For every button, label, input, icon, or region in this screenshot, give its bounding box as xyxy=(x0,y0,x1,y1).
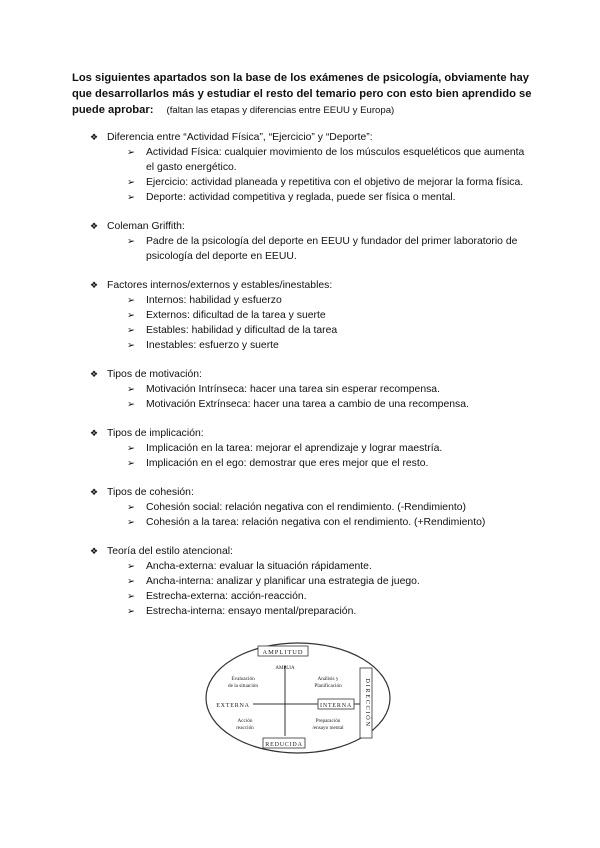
list-item-text: Estrecha-externa: acción-reacción. xyxy=(146,591,307,602)
diamond-bullet-icon: ❖ xyxy=(90,221,99,231)
arrow-bullet-icon: ➢ xyxy=(127,606,136,617)
quadrant-bottom-right-line1: Preparación xyxy=(315,718,341,724)
quadrant-bottom-left-line1: Acción xyxy=(237,718,253,724)
list-item xyxy=(127,308,530,323)
list-item-text: Padre de la psicología del deporte en EEUU y fundador del primer laboratorio de psicología del deporte en EEUU. xyxy=(146,236,518,262)
topic-list xyxy=(90,130,530,633)
section-heading xyxy=(90,278,530,293)
intro-paragraph xyxy=(72,70,542,119)
arrow-bullet-icon: ➢ xyxy=(127,177,136,188)
quadrant-top-right-line1: Análisis y xyxy=(317,676,339,682)
diamond-bullet-icon: ❖ xyxy=(90,280,99,290)
section-heading xyxy=(90,544,530,559)
section-title: Tipos de motivación: xyxy=(107,369,202,380)
section-heading xyxy=(90,219,530,234)
quadrant-top-left-line1: Evaluación xyxy=(231,676,255,682)
quadrant-top-left-line2: de la situación xyxy=(228,683,258,689)
arrow-bullet-icon: ➢ xyxy=(127,502,136,513)
arrow-bullet-icon: ➢ xyxy=(127,147,136,158)
list-item xyxy=(127,323,530,338)
topic-section xyxy=(90,278,530,353)
section-items xyxy=(127,500,530,530)
intro-note: (faltan las etapas y diferencias entre EEUU y Europa) xyxy=(166,105,395,116)
list-item-text: Deporte: actividad competitiva y reglada, puede ser física o mental. xyxy=(146,192,456,203)
arrow-bullet-icon: ➢ xyxy=(127,295,136,306)
list-item xyxy=(127,145,530,175)
section-title: Tipos de cohesión: xyxy=(107,487,194,498)
list-item xyxy=(127,175,530,190)
arrow-bullet-icon: ➢ xyxy=(127,458,136,469)
list-item-text: Inestables: esfuerzo y suerte xyxy=(146,340,279,351)
list-item-text: Implicación en el ego: demostrar que eres mejor que el resto. xyxy=(146,458,429,469)
section-heading xyxy=(90,426,530,441)
list-item xyxy=(127,456,530,471)
list-item xyxy=(127,589,530,604)
list-item xyxy=(127,190,530,205)
list-item xyxy=(127,397,530,412)
topic-section xyxy=(90,367,530,412)
quadrant-bottom-right-line2: /ensayo mental xyxy=(312,725,344,731)
section-title: Tipos de implicación: xyxy=(107,428,204,439)
section-heading xyxy=(90,367,530,382)
list-item-text: Motivación Intrínseca: hacer una tarea sin esperar recompensa. xyxy=(146,384,440,395)
attentional-style-diagram xyxy=(203,640,393,755)
list-item xyxy=(127,441,530,456)
diamond-bullet-icon: ❖ xyxy=(90,132,99,142)
list-item-text: Implicación en la tarea: mejorar el aprendizaje y lograr maestría. xyxy=(146,443,443,454)
section-items xyxy=(127,441,530,471)
list-item xyxy=(127,559,530,574)
externa-label: EXTERNA xyxy=(216,703,250,709)
diamond-bullet-icon: ❖ xyxy=(90,369,99,379)
reducida-label: REDUCIDA xyxy=(265,742,303,748)
arrow-bullet-icon: ➢ xyxy=(127,517,136,528)
section-heading xyxy=(90,130,530,145)
list-item xyxy=(127,293,530,308)
list-item xyxy=(127,500,530,515)
direccion-label: DIRECCIÓN xyxy=(364,678,371,728)
section-title: Teoría del estilo atencional: xyxy=(107,546,233,557)
list-item xyxy=(127,515,530,530)
list-item-text: Cohesión a la tarea: relación negativa con el rendimiento. (+Rendimiento) xyxy=(146,517,486,528)
interna-label: INTERNA xyxy=(320,703,352,709)
arrow-bullet-icon: ➢ xyxy=(127,310,136,321)
arrow-bullet-icon: ➢ xyxy=(127,236,136,247)
section-items xyxy=(127,145,530,205)
section-title: Coleman Griffith: xyxy=(107,221,185,232)
list-item xyxy=(127,234,530,264)
amplia-label: AMPLIA xyxy=(275,666,295,671)
list-item-text: Externos: dificultad de la tarea y suerte xyxy=(146,310,326,321)
arrow-bullet-icon: ➢ xyxy=(127,384,136,395)
list-item-text: Cohesión social: relación negativa con el rendimiento. (-Rendimiento) xyxy=(146,502,466,513)
intro-bold-text: Los siguientes apartados son la base de los exámenes de psicología, obviamente hay que desarrollarlos más y estudiar el resto del temario pero con esto bien aprendido se puede aprobar: xyxy=(72,72,532,116)
section-items xyxy=(127,382,530,412)
section-items xyxy=(127,559,530,619)
list-item-text: Internos: habilidad y esfuerzo xyxy=(146,295,282,306)
arrow-bullet-icon: ➢ xyxy=(127,325,136,336)
topic-section xyxy=(90,426,530,471)
list-item-text: Estrecha-interna: ensayo mental/preparación. xyxy=(146,606,357,617)
list-item xyxy=(127,382,530,397)
topic-section xyxy=(90,130,530,205)
arrow-bullet-icon: ➢ xyxy=(127,591,136,602)
list-item-text: Ejercicio: actividad planeada y repetitiva con el objetivo de mejorar la forma física. xyxy=(146,177,524,188)
list-item-text: Motivación Extrínseca: hacer una tarea a cambio de una recompensa. xyxy=(146,399,469,410)
topic-section xyxy=(90,544,530,619)
quadrant-top-right-line2: Planificación xyxy=(314,683,342,689)
arrow-bullet-icon: ➢ xyxy=(127,340,136,351)
section-heading xyxy=(90,485,530,500)
arrow-bullet-icon: ➢ xyxy=(127,399,136,410)
list-item-text: Ancha-externa: evaluar la situación rápidamente. xyxy=(146,561,372,572)
section-title: Factores internos/externos y estables/inestables: xyxy=(107,280,333,291)
arrow-bullet-icon: ➢ xyxy=(127,192,136,203)
quadrant-bottom-left-line2: reacción xyxy=(236,725,254,731)
section-items xyxy=(127,293,530,353)
list-item-text: Actividad Física: cualquier movimiento de los músculos esqueléticos que aumenta el gasto energético. xyxy=(146,147,525,173)
list-item xyxy=(127,574,530,589)
topic-section xyxy=(90,219,530,264)
list-item xyxy=(127,604,530,619)
section-items xyxy=(127,234,530,264)
section-title: Diferencia entre “Actividad Física”, “Ejercicio” y “Deporte”: xyxy=(107,132,373,143)
list-item-text: Ancha-interna: analizar y planificar una estrategia de juego. xyxy=(146,576,420,587)
arrow-bullet-icon: ➢ xyxy=(127,561,136,572)
diamond-bullet-icon: ❖ xyxy=(90,428,99,438)
amplitud-label: AMPLITUD xyxy=(262,649,304,656)
list-item xyxy=(127,338,530,353)
diamond-bullet-icon: ❖ xyxy=(90,546,99,556)
arrow-bullet-icon: ➢ xyxy=(127,443,136,454)
arrow-bullet-icon: ➢ xyxy=(127,576,136,587)
topic-section xyxy=(90,485,530,530)
list-item-text: Estables: habilidad y dificultad de la tarea xyxy=(146,325,338,336)
diamond-bullet-icon: ❖ xyxy=(90,487,99,497)
